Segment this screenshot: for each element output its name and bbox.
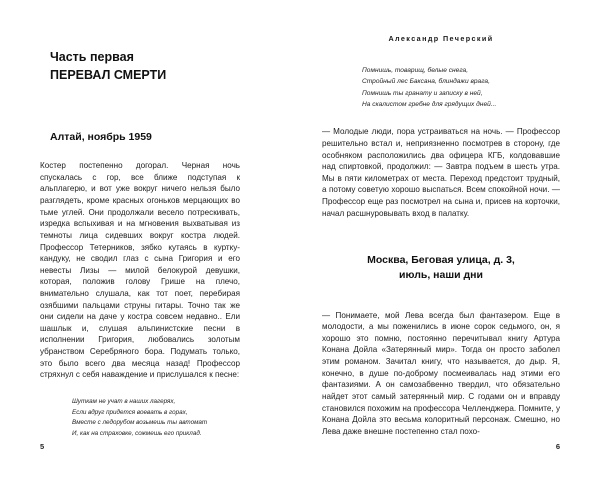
spacer [322,219,560,253]
right-verse-block [322,65,560,110]
running-head: Александр Печерский [388,34,494,43]
right-page [300,0,600,485]
verse-line: Шуткам не учат в наших лагерях, [72,397,176,405]
verse-line: Помнишь, товарищ, белые снега, [362,67,469,74]
verse-line: Если вдруг придется воевать в горах, [72,408,188,416]
right-page-content [300,0,600,485]
left-verse-block [40,397,240,440]
spacer [40,143,240,160]
right-body-paragraph-1: — Молодые люди, пора устраиваться на ночь. — Профессор решительно встал и, неприязненно посмотрев в сторону, где особняком расположились два офицера КГБ, колдовавшие над спиртовкой, продолжил: — Завтра подъем в шесть утра. Мы в пяти километрах от места. Переход предстоит трудный, а потому советую хорошо выспаться. Всем спокойной ночи. — Профессор еще раз посмотрел на сына и, присев на корточки, начал расшнуровывать вход в палатку. [322,127,560,218]
spacer [40,381,240,397]
verse-line: Вместе с ледорубом возьмешь ты автомат [72,419,208,427]
part-title-line-1: Часть первая [50,50,134,64]
verse-line: И, как на страховке, сожмешь его приклад. [72,430,202,438]
spacer [322,110,560,126]
spacer [40,84,240,131]
right-body-paragraph-2: — Понимаете, мой Лева всегда был фантазером. Еще в молодости, а мы поженились в июне сорок седьмого, он, я хорошо это помню, постоянно перечитывал книгу Артура Конана Дойла «Затерянный мир». Тогда он просто заболел этим романом. Зачитал книгу, что называется, до дыр. Я, конечно, в душе по-доброму посмеивалась над этими его фантазиями. А он самозабвенно твердил, что обязательно найдет этот самый затерянный мир. С годами он и вправду становился похожим на профессора Челленджера. Помните, у Конана Дойла это весьма колоритный персонаж. Смешно, но Лева даже внешне постепенно стал похо- [322,310,560,436]
section-title-line-2: июль, наши дни [399,269,483,282]
section-title [322,253,560,283]
spacer [322,284,560,310]
verse-line: Помнишь ты гранату и записку в ней, [362,89,483,97]
left-body-paragraph: Костер постепенно догорал. Черная ночь спускалась с гор, все ближе подступая к альплагерю, и вот уже вокруг ничего нельзя было разглядеть, кроме красных огоньков мерцающих во тьме углей. Они продолжали весело потрескивать, изредка вспыхивая и на мгновения выхватывая из темноты лица сидевших вокруг костра людей. Профессор Тетерников, зябко кутаясь в куртку-кандуку, не сводил глаз с сына Григория и его невесты Лизы — милой белокурой девушки, которая, положив голову Грише на плечо, внимательно слушала, как тот поет, перебирая озябшими пальцами струны гитары. Точно так же они сидели на даче у костра совсем недавно.. Ели шашлык и, слушая альпинистские песни в исполнении Григория, любовались золотым убранством Серебряного бора. Подумать только, это было всего два месяца назад! Профессор стряхнул с себя наваждение и прислушался к песне: [40,161,240,380]
verse-line: На скалистом гребне для грядущих дней... [362,100,497,108]
page-number-right: 6 [555,442,560,451]
part-title [40,48,240,84]
chapter-title: Алтай, ноябрь 1959 [50,131,152,144]
part-title-line-2: ПЕРЕВАЛ СМЕРТИ [50,68,167,83]
verse-line: Стройный лес Баксана, блиндажи врага, [362,78,490,86]
page-number-left: 5 [40,442,45,451]
section-title-line-1: Москва, Беговая улица, д. 3, [367,254,515,267]
